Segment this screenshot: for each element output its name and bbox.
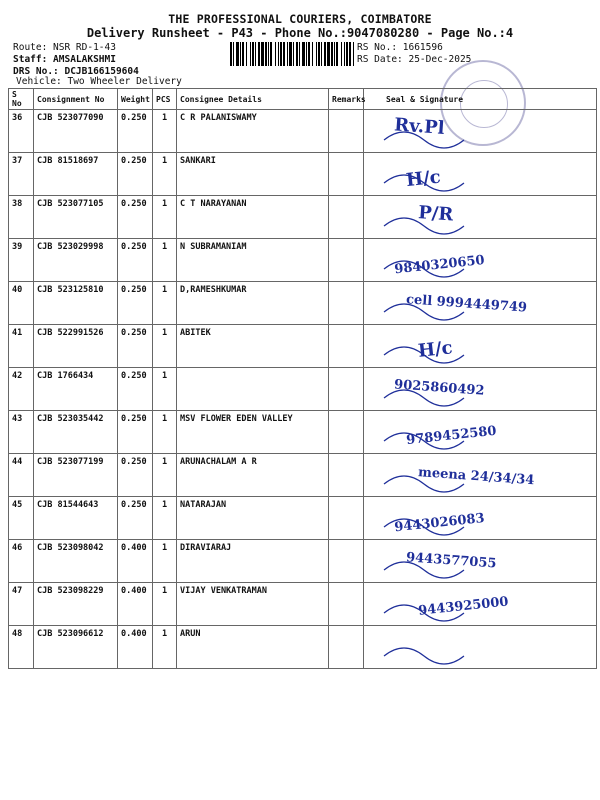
row-consignment: CJB 523029998 [34, 239, 118, 282]
signature-text: 9443577055 [405, 550, 497, 572]
row-pcs: 1 [153, 282, 177, 325]
row-signature[interactable] [364, 497, 597, 540]
row-signature[interactable] [364, 110, 597, 153]
rs-date: RS Date: 25-Dec-2025 [357, 54, 472, 65]
row-consignee: VIJAY VENKATRAMAN [177, 583, 329, 626]
signature-mark [364, 110, 594, 152]
row-sno: 43 [9, 411, 34, 454]
row-remarks [329, 325, 364, 368]
row-pcs: 1 [153, 325, 177, 368]
row-signature[interactable] [364, 454, 597, 497]
row-pcs: 1 [153, 153, 177, 196]
signature-mark [364, 325, 594, 367]
barcode-icon [230, 42, 354, 66]
row-sno: 42 [9, 368, 34, 411]
row-weight: 0.400 [118, 540, 153, 583]
row-remarks [329, 626, 364, 669]
signature-text: Rv.Pl [393, 114, 446, 139]
row-weight: 0.250 [118, 454, 153, 497]
row-signature[interactable] [364, 583, 597, 626]
row-remarks [329, 497, 364, 540]
row-sno: 41 [9, 325, 34, 368]
signature-text: 9025860492 [393, 377, 485, 399]
row-sno: 46 [9, 540, 34, 583]
row-weight: 0.250 [118, 368, 153, 411]
signature-text: 9443026083 [393, 510, 486, 536]
row-pcs: 1 [153, 454, 177, 497]
row-weight: 0.400 [118, 626, 153, 669]
row-sno: 44 [9, 454, 34, 497]
staff-info: Staff: AMSALAKSHMI [13, 54, 116, 65]
table-row [9, 368, 597, 411]
table-row [9, 282, 597, 325]
row-signature[interactable] [364, 153, 597, 196]
row-consignee: N SUBRAMANIAM [177, 239, 329, 282]
table-header-row [9, 89, 597, 110]
row-remarks [329, 110, 364, 153]
signature-text: 9840320650 [393, 252, 486, 278]
row-pcs: 1 [153, 497, 177, 540]
table-row [9, 110, 597, 153]
signature-text: P/R [417, 202, 454, 226]
table-row [9, 540, 597, 583]
row-remarks [329, 239, 364, 282]
signature-mark [364, 540, 594, 582]
row-sno: 38 [9, 196, 34, 239]
row-pcs: 1 [153, 583, 177, 626]
signature-scribble [384, 648, 464, 664]
row-consignment: CJB 523125810 [34, 282, 118, 325]
signature-text: H/c [417, 337, 454, 362]
row-consignment: CJB 81544643 [34, 497, 118, 540]
row-consignment: CJB 1766434 [34, 368, 118, 411]
row-sno: 45 [9, 497, 34, 540]
row-pcs: 1 [153, 110, 177, 153]
row-consignment: CJB 523077105 [34, 196, 118, 239]
signature-mark [364, 583, 594, 625]
row-pcs: 1 [153, 540, 177, 583]
row-sno: 48 [9, 626, 34, 669]
row-consignment: CJB 523098229 [34, 583, 118, 626]
company-title: THE PROFESSIONAL COURIERS, COIMBATORE [168, 12, 432, 26]
row-consignee: ARUNACHALAM A R [177, 454, 329, 497]
row-consignee [177, 368, 329, 411]
row-remarks [329, 196, 364, 239]
runsheet-subtitle: Delivery Runsheet - P43 - Phone No.:9047080280 - Page No.:4 [86, 26, 514, 40]
signature-text: 9789452580 [405, 423, 498, 449]
row-remarks [329, 411, 364, 454]
row-consignee: NATARAJAN [177, 497, 329, 540]
table-row [9, 196, 597, 239]
row-remarks [329, 583, 364, 626]
col-consignment: Consignment No [34, 89, 118, 110]
row-weight: 0.250 [118, 110, 153, 153]
row-signature[interactable] [364, 239, 597, 282]
row-weight: 0.250 [118, 282, 153, 325]
signature-mark [364, 411, 594, 453]
signature-mark [364, 282, 594, 324]
table-row [9, 325, 597, 368]
row-weight: 0.250 [118, 196, 153, 239]
row-pcs: 1 [153, 239, 177, 282]
row-weight: 0.250 [118, 239, 153, 282]
signature-mark [364, 497, 594, 539]
table-row [9, 153, 597, 196]
row-signature[interactable] [364, 411, 597, 454]
signature-mark [364, 454, 594, 496]
row-pcs: 1 [153, 411, 177, 454]
row-remarks [329, 282, 364, 325]
row-consignment: CJB 523077199 [34, 454, 118, 497]
row-signature[interactable] [364, 540, 597, 583]
row-consignment: CJB 523098042 [34, 540, 118, 583]
runsheet-table [8, 88, 597, 669]
row-consignee: DIRAVIARAJ [177, 540, 329, 583]
row-weight: 0.250 [118, 411, 153, 454]
col-consignee: Consignee Details [177, 89, 329, 110]
row-consignment: CJB 522991526 [34, 325, 118, 368]
row-signature[interactable] [364, 325, 597, 368]
row-consignee: C R PALANISWAMY [177, 110, 329, 153]
row-pcs: 1 [153, 368, 177, 411]
row-weight: 0.400 [118, 583, 153, 626]
row-sno: 36 [9, 110, 34, 153]
row-consignment: CJB 523096612 [34, 626, 118, 669]
row-remarks [329, 153, 364, 196]
col-pcs: PCS [153, 89, 177, 110]
row-pcs: 1 [153, 196, 177, 239]
row-consignment: CJB 523035442 [34, 411, 118, 454]
rs-number: RS No.: 1661596 [357, 42, 443, 53]
row-remarks [329, 540, 364, 583]
row-sno: 37 [9, 153, 34, 196]
signature-text: meena 24/34/34 [417, 465, 535, 489]
row-consignment: CJB 81518697 [34, 153, 118, 196]
drs-info: DRS No.: DCJB166159604 [13, 66, 139, 77]
row-signature[interactable] [364, 282, 597, 325]
col-seal: Seal & Signature [364, 89, 597, 110]
table-row [9, 411, 597, 454]
row-consignee: ARUN [177, 626, 329, 669]
signature-text: 9443925000 [417, 594, 510, 619]
row-signature[interactable] [364, 368, 597, 411]
signature-mark [364, 626, 594, 668]
row-consignee: C T NARAYANAN [177, 196, 329, 239]
row-signature[interactable] [364, 196, 597, 239]
table-row [9, 497, 597, 540]
row-consignee: MSV FLOWER EDEN VALLEY [177, 411, 329, 454]
vehicle-info: Vehicle: Two Wheeler Delivery [16, 76, 182, 87]
table-row [9, 454, 597, 497]
route-info: Route: NSR RD-1-43 [13, 42, 116, 53]
table-row [9, 583, 597, 626]
col-weight: Weight [118, 89, 153, 110]
table-row [9, 239, 597, 282]
signature-text: H/c [405, 166, 442, 192]
row-remarks [329, 454, 364, 497]
row-pcs: 1 [153, 626, 177, 669]
row-weight: 0.250 [118, 153, 153, 196]
row-consignee: ABITEK [177, 325, 329, 368]
signature-mark [364, 368, 594, 410]
col-sno: S No [9, 89, 34, 110]
row-signature[interactable] [364, 626, 597, 669]
row-sno: 47 [9, 583, 34, 626]
signature-mark [364, 239, 594, 281]
table-row [9, 626, 597, 669]
signature-mark [364, 196, 594, 238]
row-sno: 39 [9, 239, 34, 282]
row-weight: 0.250 [118, 497, 153, 540]
row-sno: 40 [9, 282, 34, 325]
row-consignment: CJB 523077090 [34, 110, 118, 153]
col-remarks: Remarks [329, 89, 364, 110]
signature-text: cell 9994449749 [405, 292, 528, 316]
row-consignee: D,RAMESHKUMAR [177, 282, 329, 325]
row-consignee: SANKARI [177, 153, 329, 196]
signature-mark [364, 153, 594, 195]
row-weight: 0.250 [118, 325, 153, 368]
row-remarks [329, 368, 364, 411]
